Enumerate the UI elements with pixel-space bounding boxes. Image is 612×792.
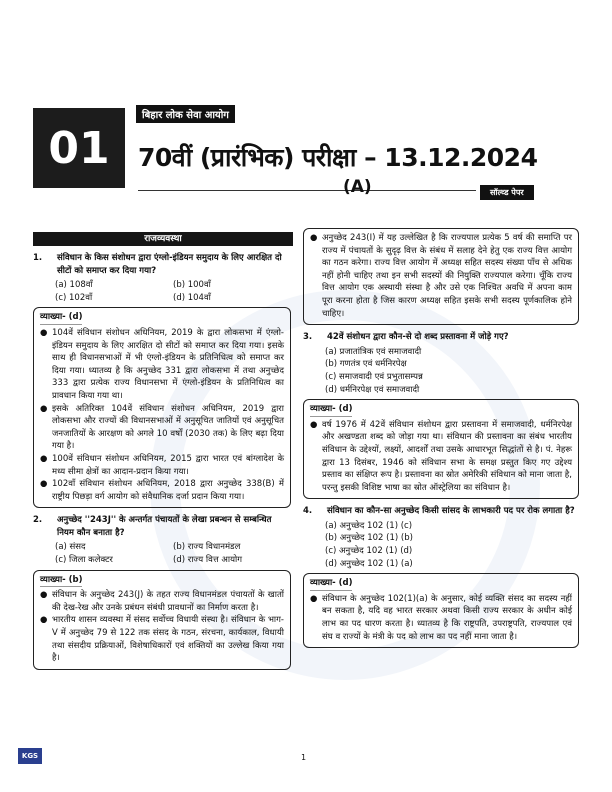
options: (a) 108वाँ (b) 100वाँ (c) 102वाँ (d) 104वाँ — [55, 280, 211, 303]
list-item: ● वर्ष 1976 में 42वें संविधान संशोधन द्वारा प्रस्तावना में समाजवादी, धर्मनिरपेक्ष और अखण्डता शब्द को जोड़ा गया था। संविधान की प्रस्तावना का संबंध भारतीय संविधान के उद्देश्यों, लक्ष्यों, आदर्शों तथा उसके आधारभूत सिद्धांतों से है। पं. नेहरू द्वारा 13 दिसंबर, 1946 को संविधान सभा के समक्ष प्रस्तुत किए गए उद्देश्य प्रस्ताव का संक्षिप्त रूप है। प्रस्तावना का स्रोत अमेरिकी संविधान को माना जाता है, परन्तु इसकी विशिष्ट भाषा का स्रोत ऑस्ट्रेलिया का संविधान है। — [310, 419, 572, 493]
explanation-box — [33, 307, 291, 508]
explanation-box — [33, 570, 291, 670]
list-item: ● संविधान के अनुच्छेद 102(1)(a) के अनुसार, कोई व्यक्ति संसद का सदस्य नहीं बन सकता है, यदि वह भारत सरकार अथवा किसी राज्य सरकार के अधीन कोई लाभ का पद धारण करता है। ध्यातव्य है कि राष्ट्रपति, उपराष्ट्रपति, राज्यपाल एवं संघ व राज्यों के मंत्री के पद को लाभ का पद नहीं माना जाता है। — [310, 593, 572, 642]
left-column — [33, 252, 291, 676]
list-item: ● भारतीय शासन व्यवस्था में संसद सर्वोच्च विधायी संस्था है। संविधान के भाग-V में अनुच्छेद 79 से 122 तक संसद के गठन, संरचना, कार्यकाल, विधायी तथा संसदीय प्रक्रियाओं, विशेषाधिकारों एवं शक्तियों का उल्लेख किया गया है। — [40, 615, 284, 664]
title-rule — [138, 190, 476, 191]
options: (a) संसद (b) राज्य विधानमंडल (c) जिला कलेक्टर (d) राज्य वित्त आयोग — [55, 542, 243, 566]
question-text: संविधान के किस संशोधन द्वारा एंग्लो-इंडियन समुदाय के लिए आरक्षित दो सीटों को समाप्त कर दिया गया? — [57, 253, 282, 276]
answer-label: व्याख्या- (d) — [310, 577, 352, 591]
list-item: ● 104वें संविधान संशोधन अधिनियम, 2019 के द्वारा लोकसभा में एंग्लो-इंडियन समुदाय के लिए आरक्षित दो सीटों को समाप्त कर दिया गया। इसके साथ ही विधानसभाओं में भी एंग्लो-इंडियन के प्रतिनिधित्व को समाप्त कर दिया गया। ध्यातव्य है कि अनुच्छेद 331 द्वारा लोकसभा में तथा अनुच्छेद 333 द्वारा प्रत्येक राज्य विधानसभा में एंग्लो-इंडियन के प्रतिनिधित्व का प्रावधान किया गया था। — [40, 327, 284, 401]
chapter-number: 01 — [33, 108, 125, 188]
explanation-box — [303, 399, 579, 499]
explanation-box — [303, 573, 579, 648]
question-1: 1. संविधान के किस संशोधन द्वारा एंग्लो-इंडियन समुदाय के लिए आरक्षित दो सीटों को समाप्त कर दिया गया? — [33, 252, 291, 277]
list-item: ● इसके अतिरिक्त 104वें संविधान संशोधन अधिनियम, 2019 द्वारा लोकसभा और राज्यों की विधानसभाओं में अनुसूचित जातियों एवं अनुसूचित जनजातियों के आरक्षण को अगले 10 वर्षों (2030 तक) के लिए बढ़ा दिया गया है। — [40, 403, 284, 452]
question-3: 3. 42वें संशोधन द्वारा कौन-से दो शब्द प्रस्तावना में जोड़े गए? — [303, 332, 509, 343]
options: (a) अनुच्छेद 102 (1) (c) (b) अनुच्छेद 102 (1) (b) (c) अनुच्छेद 102 (1) (d) (d) अनुच्छेद 102 (1) (a) — [325, 520, 413, 569]
question-text: संविधान का कौन-सा अनुच्छेद किसी सांसद के लाभकारी पद पर रोक लगाता है? — [327, 506, 575, 517]
answer-label: व्याख्या- (b) — [40, 574, 82, 588]
page-title: 70वीं (प्रारंभिक) परीक्षा – 13.12.2024 — [138, 143, 538, 172]
list-item: ● संविधान के अनुच्छेद 243(J) के तहत राज्य विधानमंडल पंचायतों के खातों की देख-रेख और उनके प्रबंधन संबंधी प्रावधानों का निर्माण करता है। — [40, 590, 284, 613]
paper-variant: (A) — [343, 177, 372, 197]
publisher-logo: KGS — [18, 748, 42, 764]
options: (a) प्रजातांत्रिक एवं समाजवादी (b) गणतंत्र एवं धर्मनिरपेक्ष (c) समाजवादी एवं प्रभुतासम्पन्न (d) धर्मनिरपेक्ष एवं समाजवादी — [325, 346, 423, 395]
section-heading: राजव्यवस्था — [33, 232, 293, 246]
question-2: 2. अनुच्छेद ''243J'' के अन्तर्गत पंचायतों के लेखा प्रबन्धन से सम्बन्धित नियम कौन बनाता है? — [33, 514, 291, 539]
question-text: 42वें संशोधन द्वारा कौन-से दो शब्द प्रस्तावना में जोड़े गए? — [327, 332, 509, 343]
list-item: ● 102वाँ संविधान संशोधन अधिनियम, 2018 द्वारा अनुच्छेद 338(B) में राष्ट्रीय पिछड़ा वर्ग आयोग को संवैधानिक दर्जा प्रदान किया गया। — [40, 479, 284, 502]
solved-paper-tag: सॉल्व्ड पेपर — [480, 185, 534, 200]
org-label: बिहार लोक सेवा आयोग — [136, 105, 235, 123]
answer-label: व्याख्या- (d) — [40, 311, 82, 325]
right-column — [303, 228, 579, 654]
answer-label: व्याख्या- (d) — [310, 403, 352, 417]
list-item: ● 100वें संविधान संशोधन अधिनियम, 2015 द्वारा भारत एवं बांग्लादेश के मध्य सीमा क्षेत्रों का आदान-प्रदान किया गया। — [40, 453, 284, 477]
page-number: 1 — [301, 753, 307, 762]
question-4: 4. संविधान का कौन-सा अनुच्छेद किसी सांसद के लाभकारी पद पर रोक लगाता है? — [303, 506, 575, 517]
explanation-box — [303, 228, 579, 325]
question-text: अनुच्छेद ''243J'' के अन्तर्गत पंचायतों के लेखा प्रबन्धन से सम्बन्धित नियम कौन बनाता है? — [57, 515, 272, 538]
list-item: ● अनुच्छेद 243(I) में यह उल्लेखित है कि राज्यपाल प्रत्येक 5 वर्ष की समाप्ति पर राज्य में पंचायतों के सुदृढ़ वित्त के संबंध में सलाह देने हेतु एक राज्य वित्त आयोग का गठन करेगा। राज्य वित्त आयोग में अध्यक्ष सहित सदस्य संख्या पाँच से अधिक नहीं होनी चाहिए तथा इन सभी सदस्यों की नियुक्ति राज्यपाल करेगा। चूँकि राज्य वित्त आयोग एक अस्थायी संस्था है और उसे एक निश्चित अवधि में अपना काम पूरा करना होता है जिस कारण अध्यक्ष सहित इसके सभी सदस्य पूर्णकालिक होने चाहिए। — [310, 233, 572, 319]
